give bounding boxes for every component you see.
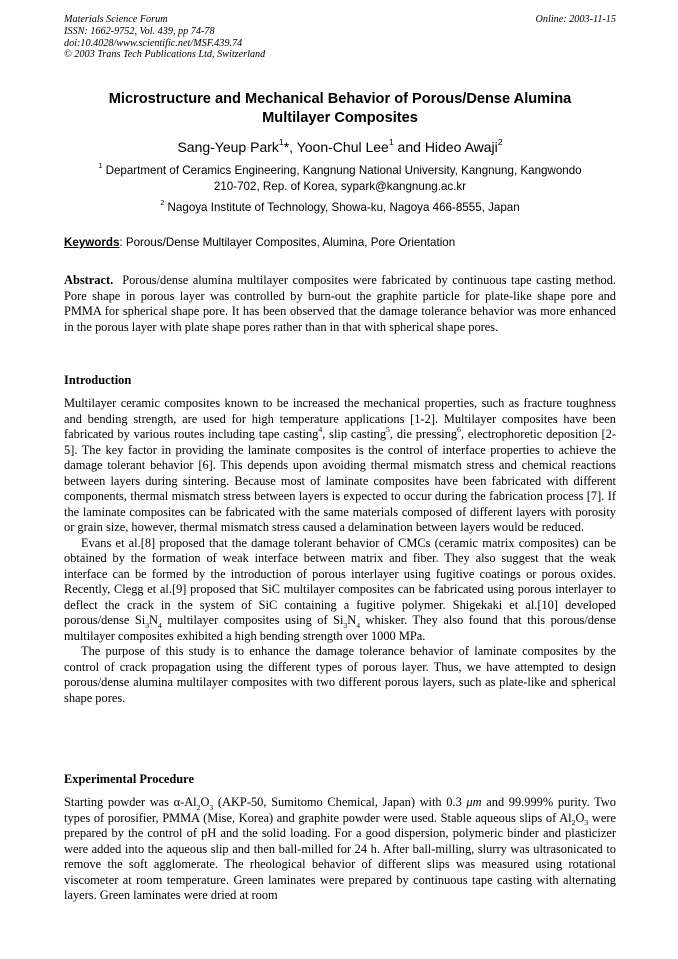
paragraph: Evans et al.[8] proposed that the damage tolerant behavior of CMCs (ceramic matrix composites) can be obtained by the formation of weak interface between matrix and fiber. They also suggest that the weak interface can be formed by the introduction of porous interlayer using fugitive coatings or porous oxides. Recently, Clegg et al.[9] proposed that SiC multilayer composites can be fabricated using porous interlayer to deflect the crack in the system of SiC containing a fugitive polymer. Shigekaki et al.[10] developed porous/dense $Si_3N_4$ multilayer composites using of $Si_3N_4$ whisker. They also found that this porous/dense multilayer composites exhibited a high bending strength over 1000 MPa.	[64, 535, 616, 643]
paragraph: Starting powder was $\alpha-Al_2O_3$ (AKP-50, Sumitomo Chemical, Japan) with 0.3 μm and 99.999% purity. Two types of porosifier, PMMA (Mise, Korea) and graphite powder were used. Stable aqueous slips of $Al_2O_3$ were prepared by the control of pH and the solid loading. For a good dispersion, polymeric binder and plasticizer were added into the aqueous slip and then ball-milled for 24 h. After ball-milling, slurry was ultrasonicated to remove the soft agglomerate. The rheological behavior of different slips was measured using rotational viscometer at room temperature. Green laminates were prepared by continuous tape casting with alternating layers. Green laminates were dried at room	[64, 795, 616, 902]
experimental-heading: Experimental Procedure	[64, 772, 194, 786]
author-conjunction: and	[393, 139, 425, 155]
affiliation-number: 2	[160, 198, 165, 208]
introduction-heading: Introduction	[64, 373, 132, 387]
affiliation-marker: 2	[497, 137, 503, 148]
paper-title	[64, 90, 616, 127]
unit-symbol: μm	[466, 795, 482, 809]
author-name: Hideo Awaji	[424, 139, 498, 155]
abstract-text: Porous/dense alumina multilayer composites were fabricated by continuous tape casting method. Pore shape in porous layer was controlled by burn-out the graphite particle for plate-like shape pore and PMMA for spherical shape pore. It has been observed that the damage tolerance behavior was more enhanced in the porous layer with plate shape pores rather than in that with spherical shape pores.	[64, 273, 616, 334]
affiliation-text: Department of Ceramics Engineering, Kangnung National University, Kangnung, Kangwondo	[105, 164, 582, 177]
affiliation-number: 1	[98, 161, 103, 171]
corresponding-mark: *,	[283, 139, 297, 155]
author-list	[64, 138, 616, 156]
keywords-line	[64, 235, 616, 250]
keywords-colon: :	[119, 236, 123, 249]
issn-line: ISSN: 1662-9752, Vol. 439, pp 74-78	[64, 25, 215, 37]
affiliation-marker: 1	[278, 137, 284, 148]
introduction-body	[64, 396, 616, 706]
copyright-line: © 2003 Trans Tech Publications Ltd, Switzerland	[64, 49, 266, 61]
keywords-label: Keywords	[64, 236, 120, 249]
keywords-text: Porous/Dense Multilayer Composites, Alumina, Pore Orientation	[122, 236, 456, 249]
title-line-1: Microstructure and Mechanical Behavior of Porous/Dense Alumina	[108, 91, 572, 107]
paragraph: Multilayer ceramic composites known to be increased the mechanical properties, such as fracture toughness and bending strength, are used for high temperature applications [1-2]. Multilayer composites have been fabricated by various routes including tape casting$^4$, slip casting$^5$, die pressing$^6$, electrophoretic deposition [2-5]. The key factor in providing the laminate composites is the control of interface properties to achieve the damage tolerant behavior [6]. This depends upon avoiding thermal mismatch stress and chemical reactions between layers during sintering. Because most of laminate composites have been fabricated with different components, thermal mismatch stress between layers is expected to occur during the fabrication process [7]. If the laminate composites can be fabricated with the same materials composed of different layers with porosity or grain size, however, thermal mismatch stress caused a delamination between layers would be reduced.	[64, 396, 616, 534]
experimental-body	[64, 795, 616, 904]
author-name: Yoon-Chul Lee	[296, 139, 389, 155]
affiliation-2	[70, 200, 610, 216]
affiliation-text: Nagoya Institute of Technology, Showa-ku, Nagoya 466-8555, Japan	[167, 201, 520, 214]
paragraph: The purpose of this study is to enhance the damage tolerance behavior of laminate composites by the control of crack propagation using the different types of porous layer. Thus, we have attempted to design porous/dense alumina multilayer composites with two different porous layers, such as plate-like and spherical shape pores.	[64, 644, 616, 705]
journal-header	[64, 14, 616, 61]
affiliation-text: 210-702, Rep. of Korea, sypark@kangnung.ac.kr	[213, 179, 467, 193]
online-date: Online: 2003-11-15	[535, 14, 616, 25]
abstract-section	[64, 273, 616, 335]
journal-name: Materials Science Forum	[64, 14, 168, 25]
doi-line[interactable]: doi:10.4028/www.scientific.net/MSF.439.74	[64, 37, 243, 49]
abstract-label: Abstract.	[64, 273, 114, 287]
affiliation-marker: 1	[388, 137, 394, 148]
author-name: Sang-Yeup Park	[177, 139, 279, 155]
affiliation-1	[70, 163, 610, 194]
title-line-2: Multilayer Composites	[262, 109, 418, 126]
